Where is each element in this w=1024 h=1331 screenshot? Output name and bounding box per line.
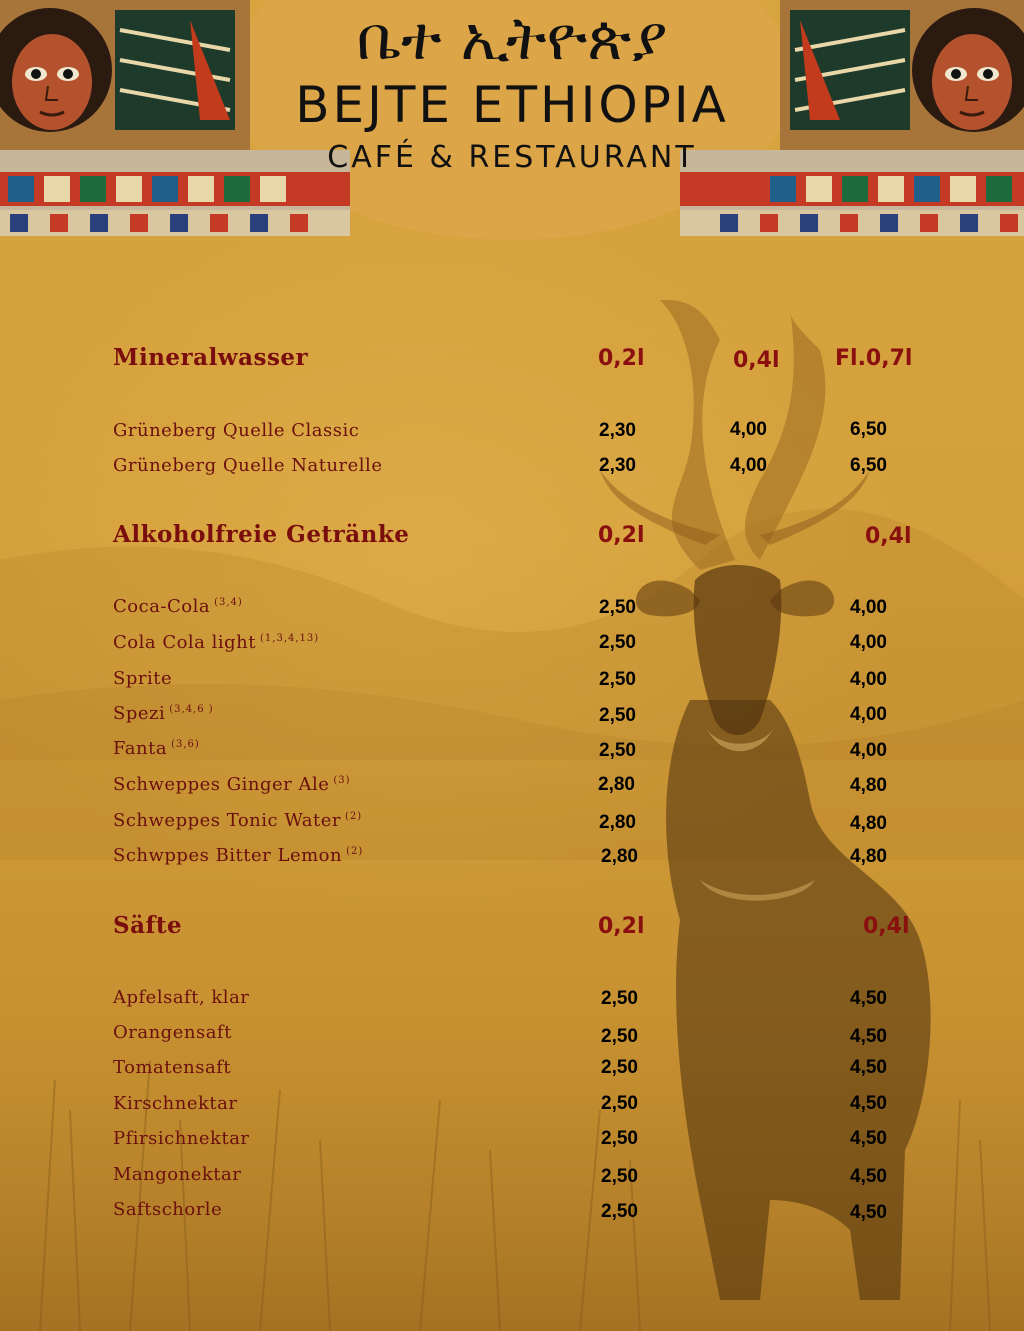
menu-item-price: 4,00 (730, 419, 767, 440)
menu-item-price: 2,30 (599, 455, 636, 476)
menu-item-name: Schweppes Ginger Ale $^{(3)}$ (113, 774, 351, 795)
menu-item-price: 4,00 (850, 632, 887, 653)
size-header: Fl.0,7l (835, 346, 913, 371)
restaurant-name: BEJTE ETHIOPIA (295, 76, 729, 134)
menu-item-name: Grüneberg Quelle Classic (113, 420, 360, 441)
size-header: 0,2l (598, 914, 645, 939)
menu-item-name: Kirschnektar (113, 1093, 238, 1114)
menu-item-price: 4,80 (850, 775, 887, 796)
section-title-mineralwasser: Mineralwasser (113, 344, 309, 371)
menu-item-name: Grüneberg Quelle Naturelle (113, 455, 383, 476)
menu-item-price: 2,50 (599, 740, 636, 761)
menu-item-price: 2,50 (599, 669, 636, 690)
allergen-note: (2) (346, 846, 364, 857)
allergen-note: (3,4) (214, 597, 243, 608)
menu-item-name: Schweppes Tonic Water $^{(2)}$ (113, 810, 363, 831)
menu-item-price: 4,50 (850, 988, 887, 1009)
menu-item-price: 2,50 (601, 988, 638, 1009)
menu-item-price: 4,00 (850, 740, 887, 761)
restaurant-name-amharic: ቤተ ኢትዮጵያ (356, 4, 668, 74)
menu-item-price: 2,50 (601, 1128, 638, 1149)
menu-item-price: 2,50 (599, 705, 636, 726)
menu-item-price: 2,50 (599, 597, 636, 618)
menu-item-name: Schwppes Bitter Lemon $^{(2)}$ (113, 845, 364, 866)
size-header: 0,4l (865, 524, 912, 549)
section-title-saefte: Säfte (113, 912, 183, 939)
size-header: 0,2l (598, 346, 645, 371)
menu-item-price: 4,80 (850, 813, 887, 834)
menu-item-price: 4,80 (850, 846, 887, 867)
menu-item-price: 2,50 (599, 632, 636, 653)
menu-item-price: 2,30 (599, 420, 636, 441)
menu-item-price: 4,50 (850, 1093, 887, 1114)
size-header: 0,2l (598, 523, 645, 548)
allergen-note: (2) (344, 811, 363, 822)
menu-item-price: 2,50 (601, 1166, 638, 1187)
menu-item-name: Tomatensaft (113, 1057, 232, 1078)
allergen-note: (1,3,4,13) (260, 633, 320, 644)
menu-item-price: 6,50 (850, 455, 887, 476)
menu-item-price: 4,00 (850, 597, 887, 618)
section-title-alkoholfreie-getraenke: Alkoholfreie Getränke (113, 521, 410, 548)
menu-item-price: 2,80 (601, 846, 638, 867)
allergen-note: (3) (333, 775, 351, 786)
menu-item-price: 2,50 (601, 1057, 638, 1078)
menu-item-price: 2,50 (601, 1093, 638, 1114)
menu-item-name: Mangonektar (113, 1164, 242, 1185)
menu-item-name: Spezi $^{(3,4,6 )}$ (113, 703, 214, 724)
menu-item-name: Apfelsaft, klar (113, 987, 250, 1008)
menu-item-price: 6,50 (850, 419, 887, 440)
allergen-note: (3,6) (171, 739, 200, 750)
menu-item-price: 4,00 (730, 455, 767, 476)
menu-item-name: Orangensaft (113, 1022, 232, 1043)
menu-item-name: Pfirsichnektar (113, 1128, 250, 1149)
allergen-note: (3,4,6 ) (169, 704, 214, 715)
menu-item-name: Coca-Cola $^{(3,4)}$ (113, 596, 243, 617)
menu-item-name: Saftschorle (113, 1199, 223, 1220)
menu-item-price: 4,50 (850, 1026, 887, 1047)
restaurant-subtitle: CAFÉ & RESTAURANT (327, 140, 697, 175)
menu-item-price: 2,80 (599, 812, 636, 833)
menu-item-name: Cola Cola light $^{(1,3,4,13)}$ (113, 632, 320, 653)
menu-item-price: 4,50 (850, 1057, 887, 1078)
menu-item-price: 4,00 (850, 669, 887, 690)
menu-item-price: 4,00 (850, 704, 887, 725)
menu-item-price: 2,80 (598, 774, 635, 795)
menu-item-name: Sprite (113, 668, 173, 689)
menu-item-price: 2,50 (601, 1201, 638, 1222)
menu-item-price: 2,50 (601, 1026, 638, 1047)
menu-item-price: 4,50 (850, 1202, 887, 1223)
menu-item-name: Fanta $^{(3,6)}$ (113, 738, 200, 759)
menu-item-price: 4,50 (850, 1128, 887, 1149)
size-header: 0,4l (733, 348, 780, 373)
menu-item-price: 4,50 (850, 1166, 887, 1187)
size-header: 0,4l (863, 914, 910, 939)
